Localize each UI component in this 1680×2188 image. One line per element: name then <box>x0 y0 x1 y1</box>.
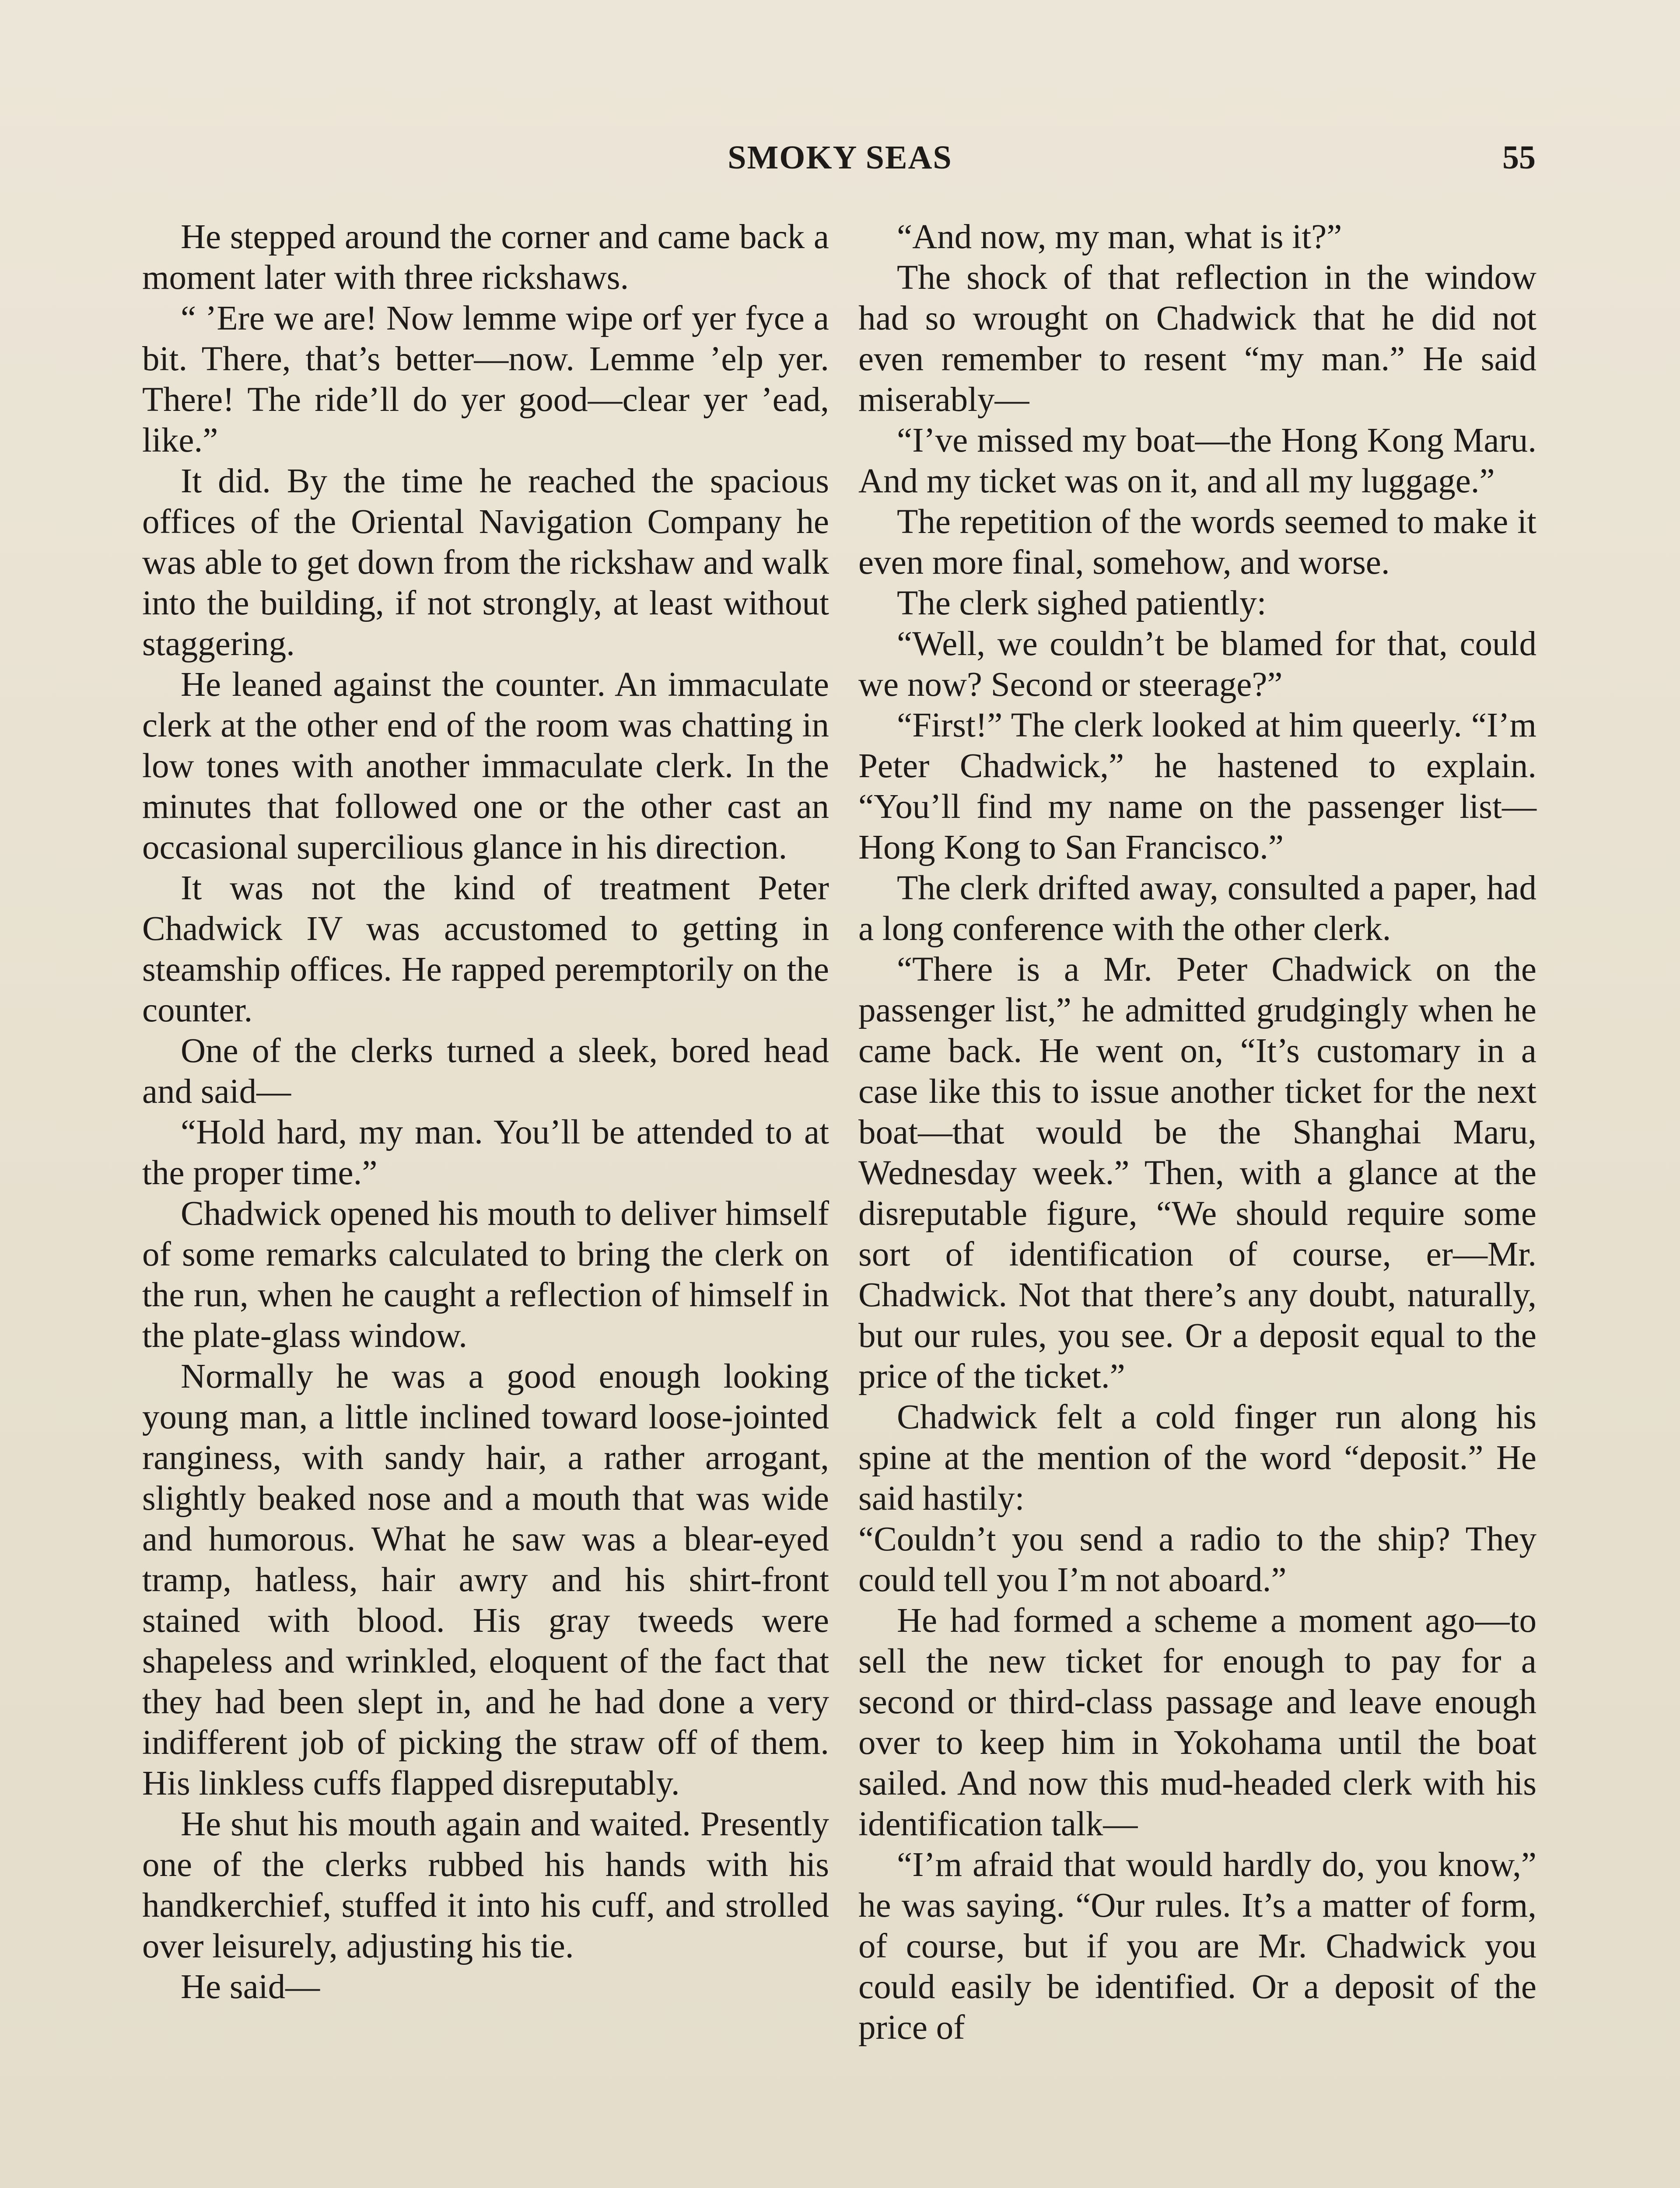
paragraph: He leaned against the counter. An immaculate clerk at the other end of the room was chatting in low tones with another immaculate clerk. In the minutes that followed one or the other cast an occasional supercilious glance in his direction. <box>142 666 829 866</box>
paragraph: It was not the kind of treatment Peter Chadwick IV was accustomed to getting in steamship offices. He rapped peremptorily on the counter. <box>142 869 829 1029</box>
paragraph: He said— <box>181 1968 320 2006</box>
paragraph: The repetition of the words seemed to make it even more final, somehow, and worse. <box>858 503 1536 582</box>
page-number: 55 <box>1502 139 1536 176</box>
paragraph: He had formed a scheme a moment ago—to sell the new ticket for enough to pay for a second or third-class passage and leave enough over to keep him in Yokohama until the boat sailed. And now this mud-headed clerk with his identification talk— <box>858 1602 1536 1843</box>
running-head: SMOKY SEAS <box>728 139 952 176</box>
paragraph: The shock of that reflection in the window had so wrought on Chadwick that he did not even remember to resent “my man.” He said miserably— <box>858 259 1536 419</box>
left-column <box>142 217 829 2007</box>
paragraph: He stepped around the corner and came back a moment later with three rickshaws. <box>142 218 829 297</box>
paragraph: “I’m afraid that would hardly do, you know,” he was saying. “Our rules. It’s a matter of form, of course, but if you are Mr. Chadwick you could easily be identified. Or a deposit of the price of <box>858 1846 1536 2047</box>
paragraph: “I’ve missed my boat—the Hong Kong Maru. And my ticket was on it, and all my luggage.” <box>858 421 1536 500</box>
paragraph: It did. By the time he reached the spacious offices of the Oriental Navigation Company he was able to get down from the rickshaw and walk into the building, if not strongly, at least without staggering. <box>142 462 829 663</box>
paragraph: “Hold hard, my man. You’ll be attended to at the proper time.” <box>142 1113 829 1192</box>
page-header <box>0 131 1680 184</box>
paragraph: One of the clerks turned a sleek, bored head and said— <box>142 1032 829 1111</box>
paragraph: Chadwick felt a cold finger run along his spine at the mention of the word “deposit.” He said hastily: <box>858 1398 1536 1518</box>
paragraph: The clerk drifted away, consulted a paper, had a long conference with the other clerk. <box>858 869 1536 948</box>
paragraph: Chadwick opened his mouth to deliver himself of some remarks calculated to bring the clerk on the run, when he caught a reflection of himself in the plate-glass window. <box>142 1195 829 1355</box>
paragraph: “And now, my man, what is it?” <box>897 218 1342 256</box>
right-column <box>858 217 1536 2048</box>
paragraph: He shut his mouth again and waited. Presently one of the clerks rubbed his hands with his handkerchief, stuffed it into his cuff, and strolled over leisurely, adjusting his tie. <box>142 1805 829 1965</box>
paragraph: Normally he was a good enough looking young man, a little inclined toward loose-jointed ranginess, with sandy hair, a rather arrogant, slightly beaked nose and a mouth that was wide and humorous. What he saw was a blear-eyed tramp, hatless, hair awry and his shirt-front stained with blood. His gray tweeds were shapeless and wrinkled, eloquent of the fact that they had been slept in, and he had done a very indifferent job of picking the straw off of them. His linkless cuffs flapped disreputably. <box>142 1357 829 1802</box>
paragraph: “Well, we couldn’t be blamed for that, could we now? Second or steerage?” <box>858 625 1536 704</box>
paragraph: The clerk sighed patiently: <box>897 584 1267 622</box>
paragraph: “There is a Mr. Peter Chadwick on the passenger list,” he admitted grudgingly when he came back. He went on, “It’s customary in a case like this to issue another ticket for the next boat—that would be the Shanghai Maru, Wednesday week.” Then, with a glance at the disreputable figure, “We should require some sort of identification of course, er—Mr. Chadwick. Not that there’s any doubt, naturally, but our rules, you see. Or a deposit equal to the price of the ticket.” <box>858 950 1536 1396</box>
paragraph: “Couldn’t you send a radio to the ship? They could tell you I’m not aboard.” <box>858 1520 1536 1599</box>
paragraph: “ ’Ere we are! Now lemme wipe orf yer fyce a bit. There, that’s better—now. Lemme ’elp yer. There! The ride’ll do yer good—clear yer ’ead, like.” <box>142 299 829 459</box>
paragraph: “First!” The clerk looked at him queerly. “I’m Peter Chadwick,” he hastened to explain. “You’ll find my name on the passenger list—Hong Kong to San Francisco.” <box>858 706 1536 866</box>
